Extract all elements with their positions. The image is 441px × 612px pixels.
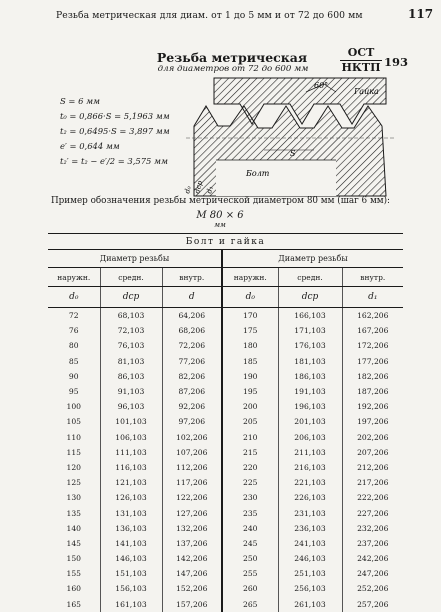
table-group-header-right: Диаметр резьбы — [222, 250, 403, 268]
page-title: Резьба метрическая — [156, 50, 308, 65]
table-cell: 245 — [222, 536, 278, 551]
formula-list — [60, 94, 170, 169]
table-main-header: Болт и гайка — [48, 234, 403, 250]
example-text: Пример обозначения резьбы метрической диаметром 80 мм (шаг 6 мм): — [50, 196, 391, 206]
table-cell: 191,103 — [278, 384, 342, 399]
table-cell: 155 — [66, 569, 81, 579]
table-cell: 91,103 — [100, 384, 162, 399]
table-row — [48, 475, 403, 490]
table-cell: 200 — [222, 399, 278, 414]
table-cell: 206,103 — [278, 430, 342, 445]
table-cell: 64,206 — [162, 308, 222, 324]
table-cell: 105 — [66, 417, 81, 427]
d0-label: d₀ — [183, 185, 193, 195]
table-cell: 177,206 — [342, 354, 403, 369]
table-row — [48, 597, 403, 612]
table-cell: 185 — [222, 354, 278, 369]
angle-label: 60° — [314, 81, 329, 90]
table-cell: 130 — [66, 493, 81, 503]
page-subtitle: для диаметров от 72 до 600 мм — [157, 64, 309, 74]
table-cell: 68,206 — [162, 323, 222, 338]
table-row — [48, 354, 403, 369]
table-row — [48, 384, 403, 399]
table-cell: 100 — [66, 402, 81, 412]
pitch-label: S — [290, 149, 296, 158]
table-cell: 142,206 — [162, 551, 222, 566]
table-cell: 106,103 — [100, 430, 162, 445]
table-cell: 76,103 — [100, 338, 162, 353]
table-cell: 122,206 — [162, 490, 222, 505]
table-cell: 82,206 — [162, 369, 222, 384]
page-number: 117 — [408, 7, 434, 21]
table-cell: 257,206 — [342, 597, 403, 612]
table-cell: 95 — [68, 387, 79, 397]
table-cell: 202,206 — [342, 430, 403, 445]
table-cell: 247,206 — [342, 566, 403, 581]
table-cell: 76 — [68, 326, 79, 336]
table-cell: 135 — [66, 508, 81, 518]
table-cell: 121,103 — [100, 475, 162, 490]
standard-code-bottom: НКТП — [341, 61, 381, 74]
table-cell: 87,206 — [162, 384, 222, 399]
table-cell: 181,103 — [278, 354, 342, 369]
table-cell: 116,103 — [100, 460, 162, 475]
table-cell: 187,206 — [342, 384, 403, 399]
table-cell: 172,206 — [342, 338, 403, 353]
table-cell: 72,103 — [100, 323, 162, 338]
table-cell: 140 — [66, 523, 81, 533]
standard-number: 193 — [384, 55, 409, 69]
table-cell: 186,103 — [278, 369, 342, 384]
table-cell: 171,103 — [278, 323, 342, 338]
table-cell: 175 — [222, 323, 278, 338]
sym-d-left: d — [162, 287, 222, 308]
table-cell: 225 — [222, 475, 278, 490]
standard-code — [340, 46, 382, 75]
table-cell: 162,206 — [342, 308, 403, 324]
table-cell: 261,103 — [278, 597, 342, 612]
col-inner-right: внутр. — [342, 268, 403, 287]
table-cell: 180 — [222, 338, 278, 353]
table-cell: 246,103 — [278, 551, 342, 566]
table-cell: 136,103 — [100, 521, 162, 536]
table-cell: 197,206 — [342, 414, 403, 429]
table-row — [48, 323, 403, 338]
example-designation-unit: мм — [214, 221, 226, 229]
table-cell: 107,206 — [162, 445, 222, 460]
table-cell: 112,206 — [162, 460, 222, 475]
formula-e: e′ = 0,644 мм — [60, 141, 120, 151]
table-cell: 166,103 — [278, 308, 342, 324]
table-cell: 115 — [66, 447, 81, 457]
sym-d1-right: d₁ — [342, 287, 403, 308]
col-mean-left: средн. — [100, 268, 162, 287]
table-cell: 141,103 — [100, 536, 162, 551]
table-cell: 90 — [68, 371, 79, 381]
table-cell: 176,103 — [278, 338, 342, 353]
table-cell: 146,103 — [100, 551, 162, 566]
table-cell: 170 — [222, 308, 278, 324]
table-row — [48, 308, 403, 324]
table-cell: 151,103 — [100, 566, 162, 581]
table-cell: 252,206 — [342, 581, 403, 596]
table-cell: 240 — [222, 521, 278, 536]
table-row — [48, 338, 403, 353]
table-cell: 242,206 — [342, 551, 403, 566]
table-cell: 96,103 — [100, 399, 162, 414]
table-cell: 201,103 — [278, 414, 342, 429]
standard-code-top: ОСТ — [340, 46, 382, 61]
table-row — [48, 399, 403, 414]
table-row — [48, 551, 403, 566]
table-cell: 126,103 — [100, 490, 162, 505]
table-cell: 81,103 — [100, 354, 162, 369]
table-cell: 220 — [222, 460, 278, 475]
table-cell: 265 — [222, 597, 278, 612]
table-group-header-left: Диаметр резьбы — [48, 250, 222, 268]
table-cell: 92,206 — [162, 399, 222, 414]
table-cell: 216,103 — [278, 460, 342, 475]
table-row — [48, 490, 403, 505]
table-cell: 211,103 — [278, 445, 342, 460]
col-outer-left: наружн. — [48, 268, 100, 287]
table-cell: 205 — [222, 414, 278, 429]
table-cell: 165 — [66, 599, 81, 609]
table-row — [48, 414, 403, 429]
running-head: Резьба метрическая для диам. от 1 до 5 мм и от 72 до 600 мм — [56, 10, 363, 21]
table-row — [48, 445, 403, 460]
table-cell: 195 — [222, 384, 278, 399]
formula-pitch: S = 6 мм — [60, 96, 100, 106]
table-cell: 250 — [222, 551, 278, 566]
table-cell: 217,206 — [342, 475, 403, 490]
table-row — [48, 369, 403, 384]
dcp-label: dср — [193, 179, 205, 195]
sym-dcp-right: dср — [278, 287, 342, 308]
table-cell: 80 — [68, 341, 79, 351]
table-cell: 72,206 — [162, 338, 222, 353]
table-cell: 235 — [222, 505, 278, 520]
sym-dcp-left: dср — [100, 287, 162, 308]
thread-table-body — [48, 308, 403, 612]
table-cell: 77,206 — [162, 354, 222, 369]
formula-t2: t₂ = 0,6495·S = 3,897 мм — [60, 126, 170, 136]
table-cell: 120 — [66, 462, 81, 472]
formula-t0: t₀ = 0,866·S = 5,1963 мм — [60, 111, 170, 121]
table-cell: 237,206 — [342, 536, 403, 551]
table-cell: 132,206 — [162, 521, 222, 536]
table-row — [48, 521, 403, 536]
table-cell: 255 — [222, 566, 278, 581]
table-cell: 161,103 — [100, 597, 162, 612]
table-cell: 192,206 — [342, 399, 403, 414]
table-row — [48, 536, 403, 551]
table-cell: 212,206 — [342, 460, 403, 475]
table-cell: 150 — [66, 554, 81, 564]
thread-table — [48, 233, 403, 612]
table-cell: 157,206 — [162, 597, 222, 612]
sym-d0-right: d₀ — [222, 287, 278, 308]
table-cell: 160 — [66, 584, 81, 594]
table-cell: 236,103 — [278, 521, 342, 536]
table-cell: 231,103 — [278, 505, 342, 520]
table-cell: 260 — [222, 581, 278, 596]
table-row — [48, 430, 403, 445]
table-cell: 111,103 — [100, 445, 162, 460]
bolt-label: Болт — [246, 169, 270, 178]
table-cell: 145 — [66, 538, 81, 548]
table-cell: 131,103 — [100, 505, 162, 520]
table-cell: 152,206 — [162, 581, 222, 596]
table-cell: 190 — [222, 369, 278, 384]
table-cell: 137,206 — [162, 536, 222, 551]
table-cell: 221,103 — [278, 475, 342, 490]
table-cell: 68,103 — [100, 308, 162, 324]
table-cell: 85 — [68, 356, 79, 366]
table-cell: 72 — [68, 311, 79, 321]
example-designation: М 80 × 6 — [196, 210, 244, 221]
table-row — [48, 505, 403, 520]
table-cell: 226,103 — [278, 490, 342, 505]
table-cell: 196,103 — [278, 399, 342, 414]
table-cell: 101,103 — [100, 414, 162, 429]
table-cell: 182,206 — [342, 369, 403, 384]
table-row — [48, 566, 403, 581]
table-cell: 102,206 — [162, 430, 222, 445]
nut-label: Гайка — [354, 87, 379, 96]
table-cell: 147,206 — [162, 566, 222, 581]
table-cell: 127,206 — [162, 505, 222, 520]
col-outer-right: наружн. — [222, 268, 278, 287]
table-cell: 207,206 — [342, 445, 403, 460]
table-cell: 222,206 — [342, 490, 403, 505]
table-cell: 167,206 — [342, 323, 403, 338]
sym-d0-left: d₀ — [48, 287, 100, 308]
table-cell: 227,206 — [342, 505, 403, 520]
table-cell: 210 — [222, 430, 278, 445]
table-cell: 241,103 — [278, 536, 342, 551]
table-cell: 251,103 — [278, 566, 342, 581]
table-cell: 97,206 — [162, 414, 222, 429]
table-cell: 110 — [66, 432, 81, 442]
table-cell: 230 — [222, 490, 278, 505]
table-cell: 117,206 — [162, 475, 222, 490]
d1-label: d₁ — [205, 185, 215, 195]
table-cell: 232,206 — [342, 521, 403, 536]
col-inner-left: внутр. — [162, 268, 222, 287]
col-mean-right: средн. — [278, 268, 342, 287]
table-cell: 156,103 — [100, 581, 162, 596]
table-cell: 86,103 — [100, 369, 162, 384]
table-cell: 256,103 — [278, 581, 342, 596]
table-cell: 215 — [222, 445, 278, 460]
thread-profile-drawing — [183, 78, 396, 196]
table-row — [48, 581, 403, 596]
table-cell: 125 — [66, 478, 81, 488]
table-row — [48, 460, 403, 475]
formula-t2-prime: t₂′ = t₂ − e′/2 = 3,575 мм — [60, 156, 168, 166]
